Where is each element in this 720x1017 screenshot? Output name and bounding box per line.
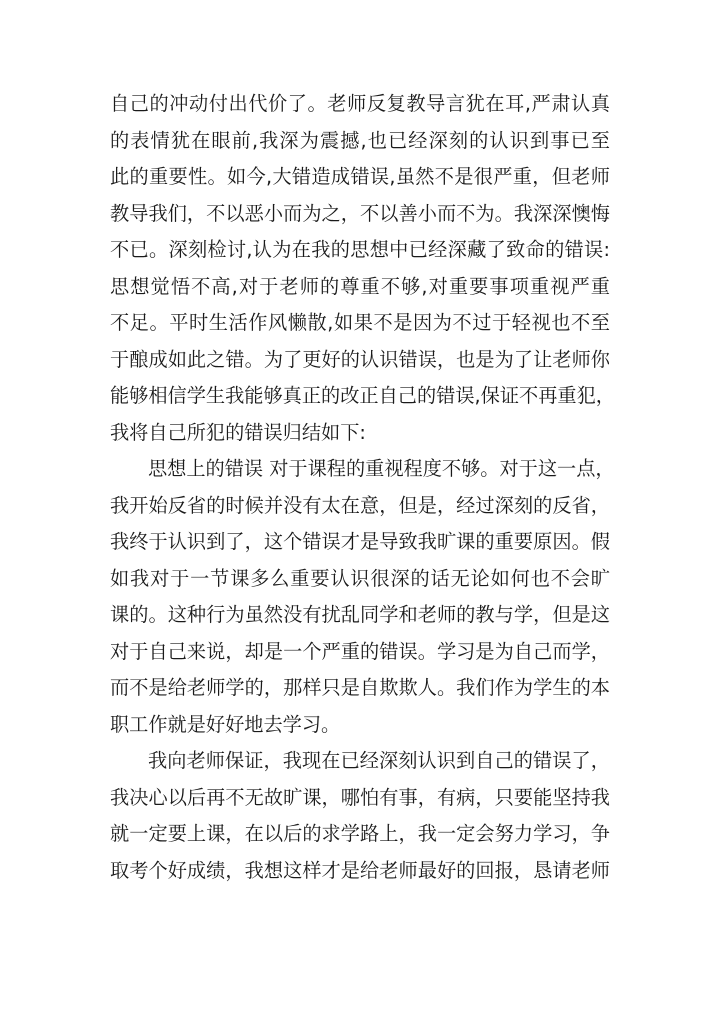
text-line: 此的重要性。如今,大错造成错误,虽然不是很严重，但老师: [110, 165, 610, 188]
text-line: 思想上的错误 对于课程的重视程度不够。对于这一点，: [148, 457, 615, 480]
text-line: 而不是给老师学的，那样只是自欺欺人。我们作为学生的本: [110, 676, 610, 699]
text-line: 我将自己所犯的错误归结如下:: [110, 420, 366, 444]
text-line: 取考个好成绩，我想这样才是给老师最好的回报，恳请老师: [110, 858, 610, 882]
text-line: 我向老师保证，我现在已经深刻认识到自己的错误了，: [148, 749, 610, 772]
text-line: 课的。这种行为虽然没有扰乱同学和老师的教与学，但是这: [110, 603, 610, 626]
text-line: 不已。深刻检讨,认为在我的思想中已经深藏了致命的错误:: [110, 238, 610, 261]
text-line: 于酿成如此之错。为了更好的认识错误，也是为了让老师你: [110, 347, 610, 371]
text-line: 自己的冲动付出代价了。老师反复教导言犹在耳,严肃认真: [110, 92, 610, 115]
text-line: 我开始反省的时候并没有太在意，但是，经过深刻的反省，: [110, 493, 610, 517]
text-line: 我决心以后再不无故旷课，哪怕有事，有病，只要能坚持我: [110, 785, 610, 809]
paragraph-2: [110, 451, 615, 743]
text-line: 能够相信学生我能够真正的改正自己的错误,保证不再重犯，: [110, 384, 615, 407]
paragraph-3: [110, 743, 610, 889]
text-line: 职工作就是好好地去学习。: [110, 712, 341, 736]
text-line: 对于自己来说，却是一个严重的错误。学习是为自己而学，: [110, 639, 610, 663]
text-line: 如我对于一节课多么重要认识很深的话无论如何也不会旷: [110, 566, 610, 590]
text-line: 教导我们，不以恶小而为之，不以善小而不为。我深深懊悔: [110, 201, 610, 225]
text-line: 不足。平时生活作风懒散,如果不是因为不过于轻视也不至: [110, 311, 610, 334]
text-line: 的表情犹在眼前,我深为震撼,也已经深刻的认识到事已至: [110, 128, 610, 152]
document-body: [110, 86, 615, 889]
text-line: 我终于认识到了，这个错误才是导致我旷课的重要原因。假: [110, 530, 610, 553]
paragraph-1: [110, 86, 615, 451]
text-line: 思想觉悟不高,对于老师的尊重不够,对重要事项重视严重: [110, 274, 610, 298]
text-line: 就一定要上课，在以后的求学路上，我一定会努力学习，争: [110, 822, 610, 845]
